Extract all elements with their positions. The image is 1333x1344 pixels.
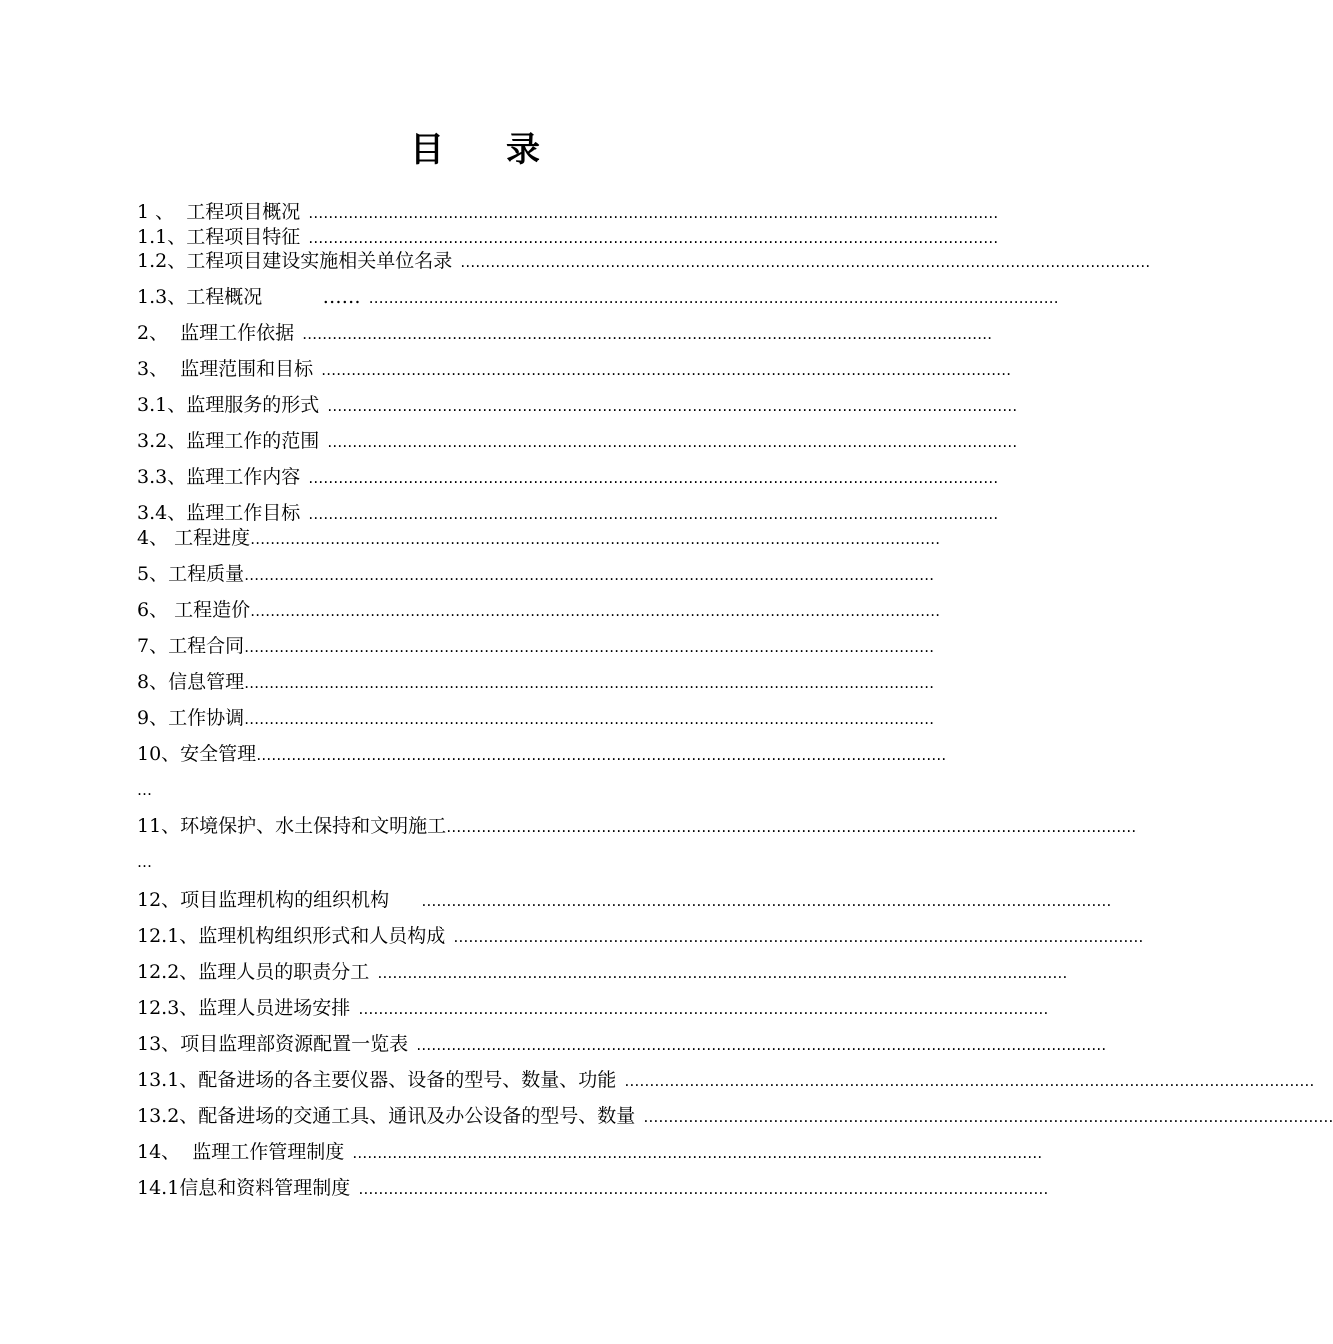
toc-leader: …………………………………………………………………………………………………………………………: [624, 1072, 1315, 1090]
toc-leader: …………………………………………………………………………………………………………………………: [421, 892, 1112, 910]
toc-leader: …………………………………………………………………………………………………………………………: [244, 674, 935, 692]
toc-leader: …………………………………………………………………………………………………………………………: [244, 710, 935, 728]
toc-entry[interactable]: [137, 249, 1151, 274]
toc-leader-continuation: …: [137, 853, 152, 871]
toc-entry-label: 6、 工程造价: [137, 599, 251, 621]
toc-entry-label: 12.3、监理人员进场安排: [137, 997, 351, 1019]
toc-entry[interactable]: [137, 1068, 1315, 1093]
toc-entry-label: 3、 监理范围和目标: [137, 358, 314, 380]
toc-entry[interactable]: [137, 285, 1059, 310]
toc-entry[interactable]: [137, 393, 1018, 418]
toc-leader: …………………………………………………………………………………………………………………………: [327, 433, 1018, 451]
toc-entry[interactable]: [137, 670, 935, 695]
toc-entry-label: 7、工程合同: [137, 635, 245, 657]
toc-entry[interactable]: [137, 598, 941, 623]
toc-leader: …………………………………………………………………………………………………………………………: [416, 1036, 1107, 1054]
toc-leader: …………………………………………………………………………………………………………………………: [250, 602, 941, 620]
toc-entry-label: 1.1、工程项目特征: [137, 226, 301, 248]
toc-entry-label: 1.3、工程概况 ……: [137, 286, 361, 308]
toc-entry[interactable]: [137, 1176, 1049, 1201]
toc-entry-label: 12.2、监理人员的职责分工: [137, 961, 370, 983]
toc-leader: …………………………………………………………………………………………………………………………: [308, 229, 999, 247]
toc-entry-label: 9、工作协调: [137, 707, 245, 729]
toc-entry[interactable]: [137, 429, 1018, 454]
toc-leader: …………………………………………………………………………………………………………………………: [327, 397, 1018, 415]
toc-entry[interactable]: [137, 321, 993, 346]
toc-leader: …………………………………………………………………………………………………………………………: [308, 505, 999, 523]
toc-leader: …………………………………………………………………………………………………………………………: [308, 469, 999, 487]
toc-leader: …………………………………………………………………………………………………………………………: [256, 746, 947, 764]
toc-entry-label: 5、工程质量: [137, 563, 245, 585]
toc-leader: …………………………………………………………………………………………………………………………: [352, 1144, 1043, 1162]
toc-entry[interactable]: [137, 465, 999, 490]
toc-entry[interactable]: [137, 960, 1068, 985]
toc-leader: …………………………………………………………………………………………………………………………: [460, 253, 1151, 271]
toc-entry-label: 13.2、配备进场的交通工具、通讯及办公设备的型号、数量: [137, 1105, 636, 1127]
toc-entry-label: 10、安全管理: [137, 743, 257, 765]
toc-entry-label: 13.1、配备进场的各主要仪器、设备的型号、数量、功能: [137, 1069, 617, 1091]
toc-entry-label: 3.3、监理工作内容: [137, 466, 301, 488]
toc-entry-label: 4、 工程进度: [137, 527, 251, 549]
title-char-1: 目: [410, 130, 444, 170]
toc-leader: …………………………………………………………………………………………………………………………: [358, 1180, 1049, 1198]
toc-leader: …………………………………………………………………………………………………………………………: [446, 818, 1137, 836]
toc-entry[interactable]: [137, 200, 999, 225]
toc-leader-continuation: …: [137, 781, 152, 799]
toc-entry[interactable]: [137, 634, 935, 659]
toc-entry[interactable]: [137, 357, 1012, 382]
toc-entry-label: 11、环境保护、水土保持和文明施工: [137, 815, 447, 837]
toc-entry-label: 3.4、监理工作目标: [137, 502, 301, 524]
toc-leader: …………………………………………………………………………………………………………………………: [377, 964, 1068, 982]
toc-entry[interactable]: [137, 562, 935, 587]
toc-leader: …………………………………………………………………………………………………………………………: [250, 530, 941, 548]
toc-leader: …………………………………………………………………………………………………………………………: [244, 638, 935, 656]
toc-entry[interactable]: [137, 526, 941, 551]
toc-entry-label: 3.1、监理服务的形式: [137, 394, 320, 416]
toc-leader: …………………………………………………………………………………………………………………………: [244, 566, 935, 584]
toc-entry[interactable]: [137, 814, 1137, 839]
toc-entry-label: 12.1、监理机构组织形式和人员构成: [137, 925, 446, 947]
toc-leader: …………………………………………………………………………………………………………………………: [302, 325, 993, 343]
toc-entry[interactable]: [137, 1104, 1333, 1129]
toc-entry[interactable]: [137, 706, 935, 731]
toc-entry-label: 2、 监理工作依据: [137, 322, 295, 344]
toc-entry-label: 3.2、监理工作的范围: [137, 430, 320, 452]
title-char-2: 录: [506, 130, 540, 170]
toc-entry-label: 1 、 工程项目概况: [137, 201, 301, 223]
toc-entry[interactable]: [137, 996, 1049, 1021]
toc-leader: …………………………………………………………………………………………………………………………: [321, 361, 1012, 379]
toc-entry[interactable]: [137, 924, 1144, 949]
toc-entry[interactable]: [137, 1140, 1043, 1165]
toc-leader: …………………………………………………………………………………………………………………………: [358, 1000, 1049, 1018]
toc-entry-label: 14、 监理工作管理制度: [137, 1141, 345, 1163]
toc-entry-label: 8、信息管理: [137, 671, 245, 693]
toc-leader: …………………………………………………………………………………………………………………………: [308, 204, 999, 222]
toc-entry[interactable]: [137, 888, 1112, 913]
toc-leader: …………………………………………………………………………………………………………………………: [643, 1108, 1333, 1126]
toc-entry[interactable]: [137, 225, 999, 250]
toc-entry-label: 1.2、工程项目建设实施相关单位名录: [137, 250, 453, 272]
toc-leader: …………………………………………………………………………………………………………………………: [368, 289, 1059, 307]
toc-entry-label: 13、项目监理部资源配置一览表: [137, 1033, 409, 1055]
toc-entry-label: 14.1信息和资料管理制度: [137, 1177, 351, 1199]
toc-leader: …………………………………………………………………………………………………………………………: [453, 928, 1144, 946]
toc-entry[interactable]: [137, 501, 999, 526]
toc-entry-label: 12、项目监理机构的组织机构: [137, 889, 414, 911]
toc-entry[interactable]: [137, 742, 947, 767]
toc-entry[interactable]: [137, 1032, 1107, 1057]
